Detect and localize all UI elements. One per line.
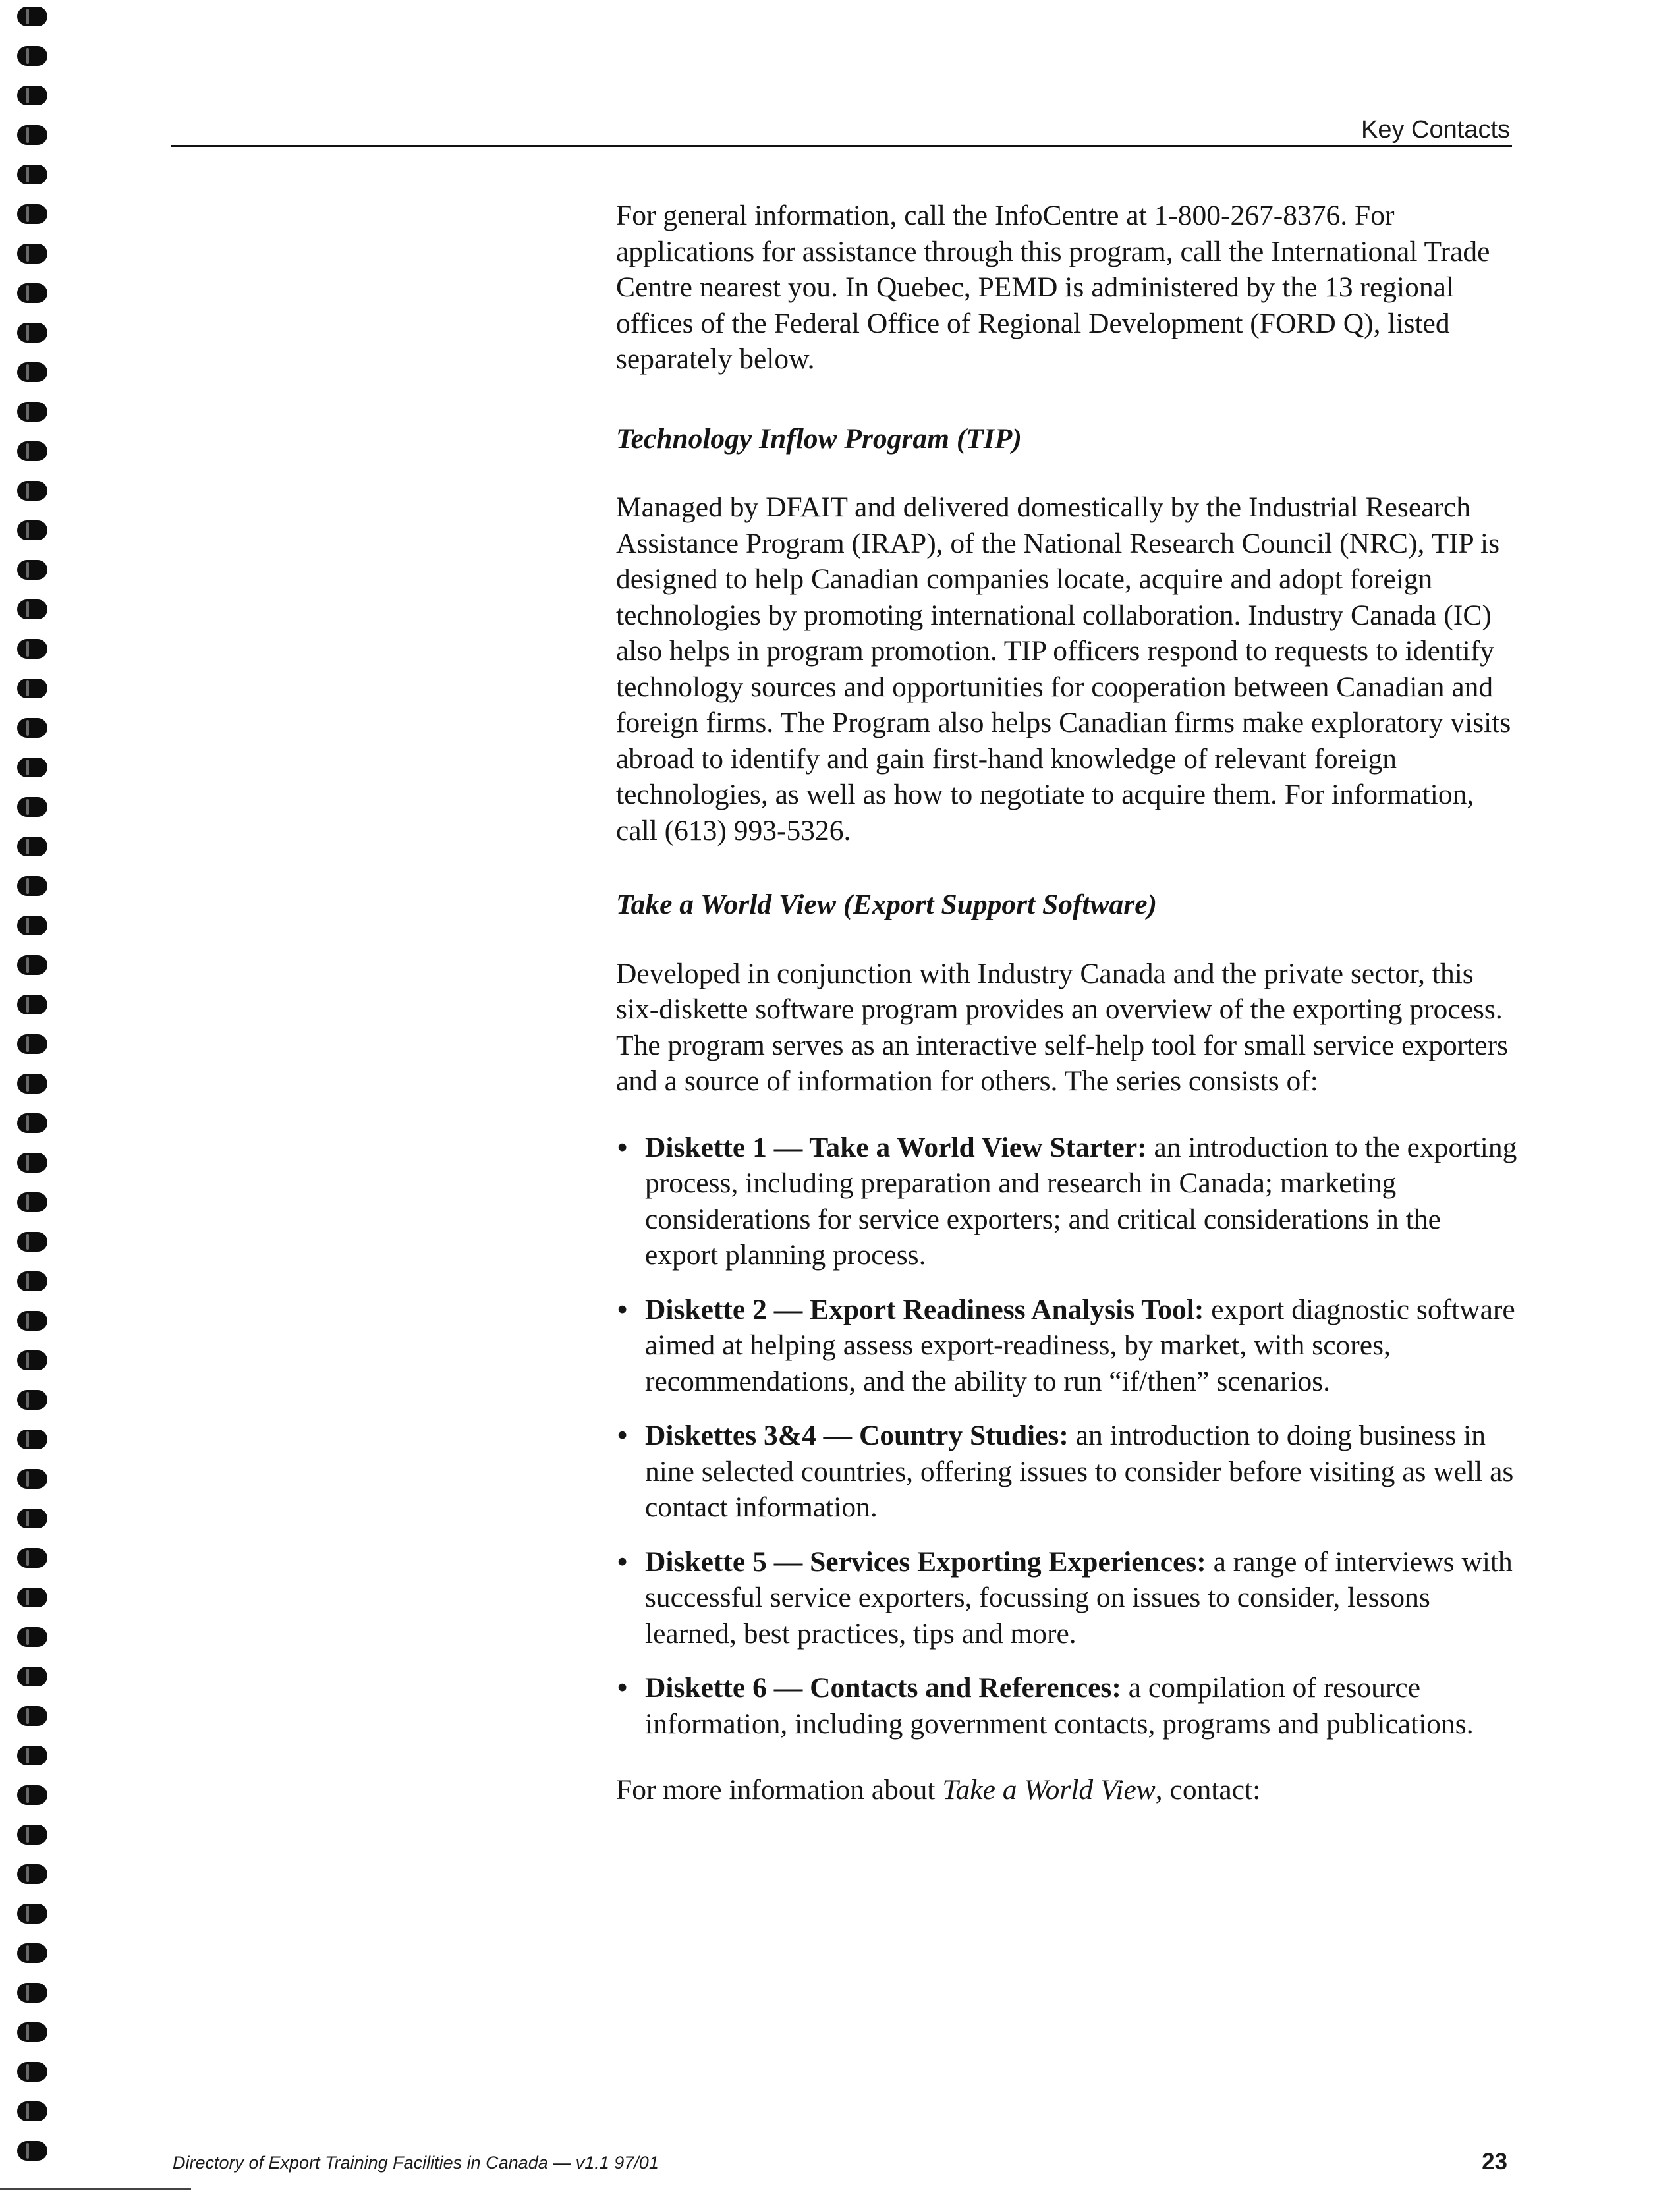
list-item [616,1130,1519,1273]
list-item [616,1418,1519,1526]
binding-hole [17,1232,47,1252]
binding-hole [17,441,47,461]
binding-hole [17,1983,47,2003]
binding-hole [17,1311,47,1331]
intro-paragraph: For general information, call the InfoCentre at 1-800-267-8376. For applications for assistance through this program, call the International Trade Centre nearest you. In Quebec, PEMD is administered by the 13 regional offices of the Federal Office of Regional Development (FORD Q), listed separately below. [616,200,1490,375]
binding-hole [17,639,47,659]
bullet-icon: • [617,1545,628,1578]
binding-hole [17,2062,47,2082]
item-lead: Diskette 2 — Export Readiness Analysis Tool: [645,1293,1204,1325]
binding-hole [17,125,47,145]
page-body [616,198,1519,1808]
binding-hole [17,1153,47,1173]
binding-hole [17,1271,47,1291]
binding-hole [17,995,47,1014]
item-lead: Diskette 1 — Take a World View Starter: [645,1131,1147,1163]
binding-hole [17,1192,47,1212]
binding-hole [17,679,47,698]
item-text: a compilation of resource information, including government contacts, programs and publications. [645,1672,1474,1740]
bullet-icon: • [617,1131,628,1163]
binding-hole [17,876,47,896]
list-item [616,1292,1519,1400]
item-lead: Diskette 5 — Services Exporting Experiences: [645,1545,1206,1578]
binding-hole [17,916,47,935]
binding-hole [17,1074,47,1094]
binding-hole [17,86,47,105]
binding-hole [17,402,47,422]
binding-hole [17,1904,47,1924]
binding-hole [17,1943,47,1963]
tip-heading: Technology Inflow Program (TIP) [616,422,1022,455]
binding-hole [17,718,47,738]
bullet-icon: • [617,1420,628,1451]
binding-hole [17,46,47,66]
world-view-paragraph: Developed in conjunction with Industry Canada and the private sector, this six-diskette software program provides an overview of the exporting process. The program serves as an interactive self-help tool for small service exporters and a source of information for others. The series consists of: [616,957,1509,1097]
page-number: 23 [1482,2149,1507,2175]
binding-hole [17,1667,47,1686]
binding-hole [17,1034,47,1054]
binding-hole [17,560,47,580]
item-lead: Diskette 6 — Contacts and References: [645,1672,1121,1704]
binding-hole [17,244,47,264]
item-lead: Diskettes 3&4 — Country Studies: [645,1420,1069,1451]
binding-hole [17,1588,47,1607]
binding-hole [17,1548,47,1568]
binding-hole [17,283,47,303]
binding-hole [17,1627,47,1647]
binding-hole [17,1825,47,1845]
item-text: a range of interviews with successful service exporters, focussing on issues to consider, lessons learned, best practices, tips and more. [645,1545,1513,1650]
closing-before: For more information about [616,1774,943,1806]
item-text: an introduction to doing business in nine selected countries, offering issues to consider before visiting as well as contact information. [645,1420,1514,1523]
binding-hole [17,1350,47,1370]
binding-hole [17,1785,47,1805]
binding-hole [17,2141,47,2161]
binding-hole [17,520,47,540]
binding-hole [17,323,47,343]
spiral-binding [17,7,50,2187]
running-header: Key Contacts [1361,116,1510,144]
binding-hole [17,837,47,856]
binding-hole [17,1430,47,1449]
binding-hole [17,1864,47,1884]
binding-hole [17,1113,47,1133]
binding-hole [17,2101,47,2121]
bullet-icon: • [617,1672,628,1704]
binding-hole [17,797,47,817]
binding-hole [17,1746,47,1765]
bottom-edge-rule [0,2188,191,2190]
header-rule [171,145,1512,147]
binding-hole [17,2022,47,2042]
binding-hole [17,1706,47,1726]
binding-hole [17,599,47,619]
footer-publication-title: Directory of Export Training Facilities in Canada — v1.1 97/01 [173,2153,659,2173]
closing-paragraph [616,1772,1519,1808]
diskette-list [616,1130,1519,1742]
binding-hole [17,362,47,382]
binding-hole [17,165,47,184]
item-text: export diagnostic software aimed at helping assess export-readiness, by market, with scores, recommendations, and the ability to run “if/then” scenarios. [645,1293,1515,1397]
list-item [616,1670,1519,1742]
tip-paragraph: Managed by DFAIT and delivered domestically by the Industrial Research Assistance Program (IRAP), of the National Research Council (NRC), TIP is designed to help Canadian companies locate, acquire and adopt foreign technologies by promoting international collaboration. Industry Canada (IC) also helps in program promotion. TIP officers respond to requests to identify technology sources and opportunities for cooperation between Canadian and foreign firms. The Program also helps Canadian firms make exploratory visits abroad to identify and gain first-hand knowledge of relevant foreign technologies, as well as how to negotiate to acquire them. For information, call (613) 993-5326. [616,491,1511,847]
closing-title: Take a World View [942,1774,1156,1806]
bullet-icon: • [617,1293,628,1325]
binding-hole [17,481,47,501]
binding-hole [17,1390,47,1410]
binding-hole [17,955,47,975]
binding-hole [17,204,47,224]
binding-hole [17,758,47,777]
world-view-heading: Take a World View (Export Support Software) [616,889,1157,920]
item-text: an introduction to the exporting process, including preparation and research in Canada; marketing considerations for service exporters; and critical considerations in the export planning process. [645,1131,1517,1271]
binding-hole [17,1469,47,1489]
closing-after: , contact: [1155,1774,1261,1806]
binding-hole [17,1509,47,1528]
list-item [616,1544,1519,1652]
binding-hole [17,7,47,26]
